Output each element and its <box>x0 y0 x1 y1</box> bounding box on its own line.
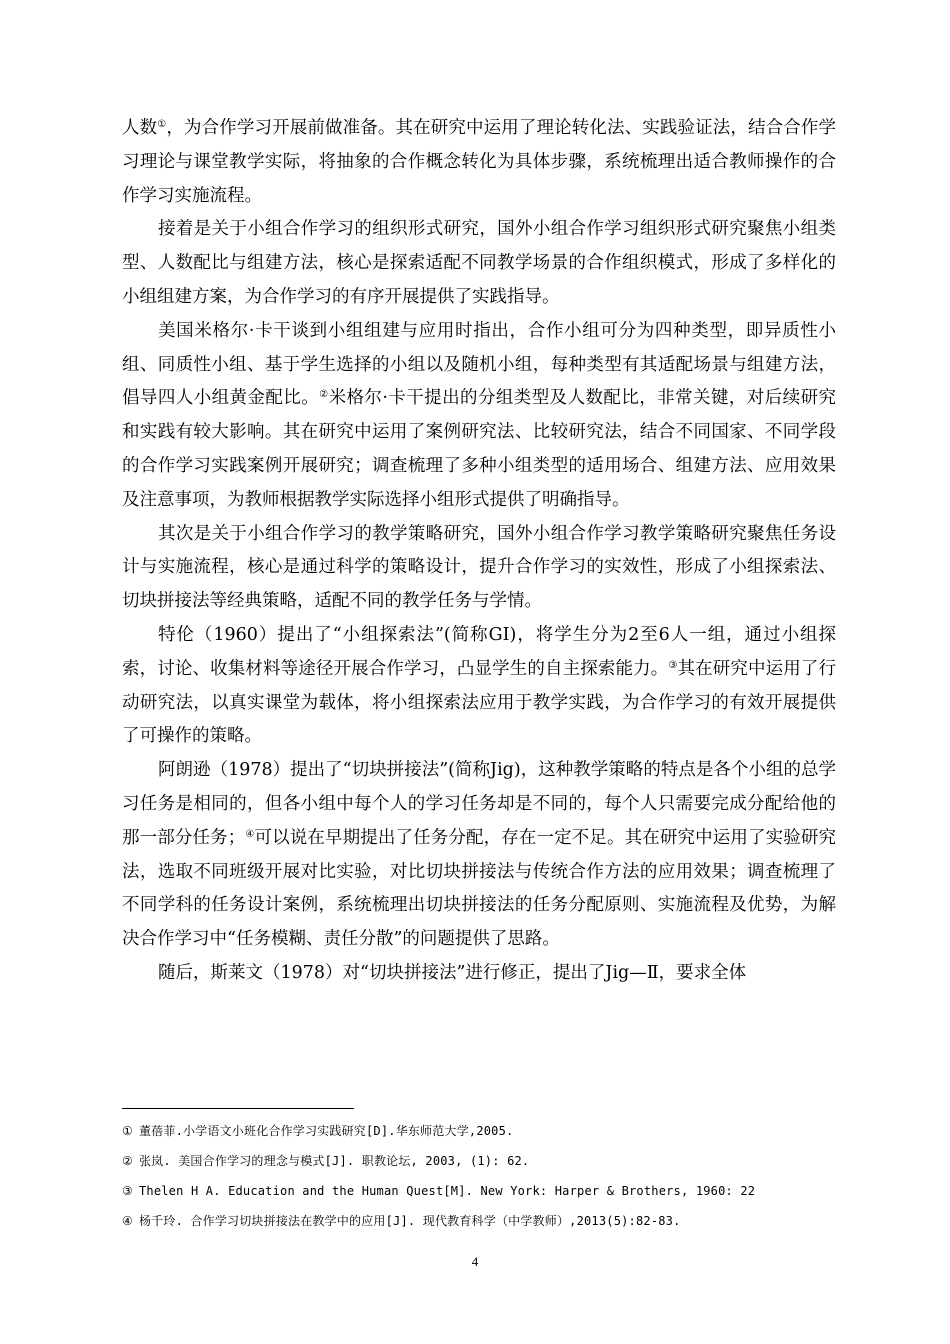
paragraph-text: 其次是关于小组合作学习的教学策略研究，国外小组合作学习教学策略研究聚焦任务设计与实施流程，核心是通过科学的策略设计，提升合作学习的实效性，形成了小组探索法、切块拼接法等经典策略，适配不同的教学任务与学情。 <box>122 523 836 612</box>
footnote-ref[interactable]: ① <box>157 119 167 130</box>
paragraph-text: 米格尔·卡干提出的分组类型及人数配比，非常关键，对后续研究和实践有较大影响。其在研究中运用了案例研究法、比较研究法，结合不同国家、不同学段的合作学习实践案例开展研究；调查梳理了多种小组类型的适用场合、组建方法、应用效果及注意事项，为教师根据教学实际选择小组形式提供了明确指导。 <box>122 388 837 510</box>
footnote-mark: ② <box>122 1154 133 1168</box>
paragraph <box>122 518 836 619</box>
footnote-item <box>122 1206 836 1236</box>
footnote-mark: ③ <box>122 1184 133 1198</box>
paragraph <box>122 213 836 314</box>
footnote-ref[interactable]: ④ <box>245 828 255 840</box>
footnotes <box>122 1116 836 1236</box>
paragraph <box>122 754 836 957</box>
body-text <box>122 112 836 991</box>
paragraph-text: ，为合作学习开展前做准备。其在研究中运用了理论转化法、实践验证法，结合合作学习理论与课堂教学实际，将抽象的合作概念转化为具体步骤，系统梳理出适合教师操作的合作学习实施流程。 <box>122 118 837 206</box>
footnote-text: 董蓓菲.小学语文小班化合作学习实践研究[D].华东师范大学,2005. <box>138 1124 514 1138</box>
page-number: 4 <box>471 1254 479 1269</box>
paragraph <box>122 315 836 518</box>
paragraph-text: 美国米格尔·卡干谈到小组组建与应用时指出，合作小组可分为四种类型，即异质性小组、同质性小组、基于学生选择的小组以及随机小组，每种类型有其适配场景与组建方法，倡导四人小组黄金配比。 <box>122 320 836 409</box>
paragraph <box>122 112 836 213</box>
paragraph-text: 阿朗逊（1978）提出了“切块拼接法”(简称Jig)，这种教学策略的特点是各个小组的总学习任务是相同的，但各小组中每个人的学习任务却是不同的，每个人只需要完成分配给他的那一部分任务； <box>122 760 836 848</box>
footnote-text: 杨千玲. 合作学习切块拼接法在教学中的应用[J]. 现代教育科学（中学教师）,2013(5):82-83. <box>138 1214 681 1228</box>
footnote-ref[interactable]: ② <box>319 389 329 401</box>
footnote-divider <box>122 1108 354 1109</box>
footnote-text: 张岚. 美国合作学习的理念与模式[J]. 职教论坛, 2003, (1): 62. <box>138 1154 530 1168</box>
footnote-text: Thelen H A. Education and the Human Quest[M]. New York: Harper & Brothers, 1960: 22 <box>138 1184 756 1198</box>
paragraph <box>122 619 836 754</box>
footnote-item <box>122 1116 836 1146</box>
footnote-mark: ④ <box>122 1214 133 1228</box>
paragraph-text: 可以说在早期提出了任务分配，存在一定不足。其在研究中运用了实验研究法，选取不同班级开展对比实验，对比切块拼接法与传统合作方法的应用效果；调查梳理了不同学科的任务设计案例，系统梳理出切块拼接法的任务分配原则、实施流程及优势，为解决合作学习中“任务模糊、责任分散”的问题提供了思路。 <box>122 827 837 950</box>
paragraph <box>122 957 836 991</box>
paragraph-text: 人数 <box>122 118 158 138</box>
footnote-item <box>122 1176 836 1206</box>
paragraph-text: 随后，斯莱文（1978）对“切块拼接法”进行修正，提出了Jig—Ⅱ，要求全体 <box>158 962 747 983</box>
paragraph-text: 其在研究中运用了行动研究法，以真实课堂为载体，将小组探索法应用于教学实践，为合作学习的有效开展提供了可操作的策略。 <box>122 658 837 747</box>
footnote-ref[interactable]: ③ <box>668 659 678 671</box>
footnote-item <box>122 1146 836 1176</box>
footnote-mark: ① <box>122 1124 133 1138</box>
paragraph-text: 接着是关于小组合作学习的组织形式研究，国外小组合作学习组织形式研究聚焦小组类型、人数配比与组建方法，核心是探索适配不同教学场景的合作组织模式，形成了多样化的小组组建方案，为合作学习的有序开展提供了实践指导。 <box>122 219 836 307</box>
paragraph-text: 特伦（1960）提出了“小组探索法”(简称GI)，将学生分为2至6人一组，通过小组探索，讨论、收集材料等途径开展合作学习，凸显学生的自主探索能力。 <box>122 624 836 679</box>
